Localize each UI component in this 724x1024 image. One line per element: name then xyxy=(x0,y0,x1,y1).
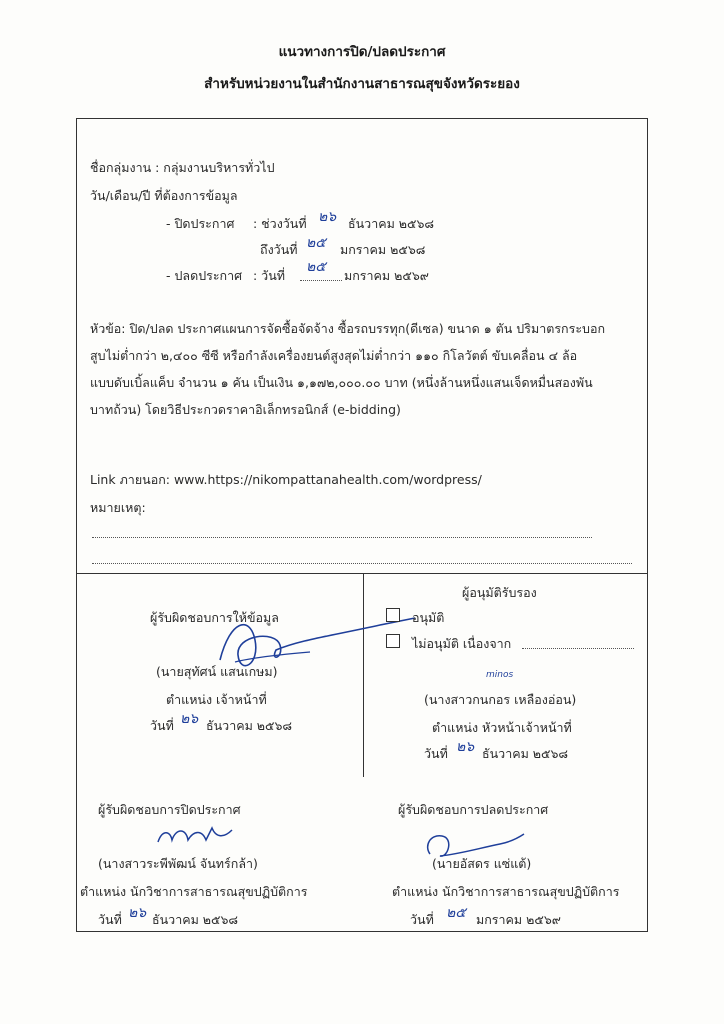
close-range-prefix: : ช่วงวันที่ xyxy=(253,216,307,231)
topic-line: บาทถ้วน) โดยวิธีประกวดราคาอิเล็กทรอนิกส์ (e-bidding) xyxy=(90,402,401,417)
approver-date-day: ๒๖ xyxy=(456,739,475,755)
approver-signature-note: minos xyxy=(486,670,514,680)
close-announcement-label: - ปิดประกาศ xyxy=(166,216,235,231)
topic-paragraph xyxy=(90,315,635,423)
close-end-day: ๒๕ xyxy=(306,235,326,251)
remover-date-day: ๒๕ xyxy=(446,905,466,921)
approver-date-prefix: วันที่ xyxy=(424,746,448,761)
external-link[interactable]: Link ภายนอก: www.https://nikompattanahealth.com/wordpress/ xyxy=(90,472,482,487)
reject-checkbox[interactable] xyxy=(386,634,400,648)
remove-prefix: : วันที่ xyxy=(253,268,285,283)
closer-date-day: ๒๖ xyxy=(128,905,147,921)
close-start-day: ๒๖ xyxy=(318,209,337,225)
close-end-month: มกราคม ๒๕๖๘ xyxy=(340,242,426,257)
closer-date-prefix: วันที่ xyxy=(98,912,122,927)
approver-date-month: ธันวาคม ๒๕๖๘ xyxy=(482,746,569,761)
approver-heading: ผู้อนุมัติรับรอง xyxy=(462,585,537,600)
responsible-date-day: ๒๖ xyxy=(180,711,199,727)
reject-reason-line xyxy=(522,648,634,649)
topic-line: หัวข้อ: ปิด/ปลด ประกาศแผนการจัดซื้อจัดจ้าง ซื้อรถบรรทุก(ดีเซล) ขนาด ๑ ตัน ปริมาตรกระบอก xyxy=(90,321,606,336)
close-end-prefix: ถึงวันที่ xyxy=(260,242,298,257)
remark-label: หมายเหตุ: xyxy=(90,500,146,515)
reject-label: ไม่อนุมัติ เนื่องจาก xyxy=(412,636,512,651)
responsible-position: ตำแหน่ง เจ้าหน้าที่ xyxy=(166,692,267,707)
section-divider xyxy=(76,573,648,574)
approver-name: (นางสาวกนกอร เหลืองอ่อน) xyxy=(424,692,577,707)
topic-line: สูบไม่ต่ำกว่า ๒,๔๐๐ ซีซี หรือกำลังเครื่องยนต์สูงสุดไม่ต่ำกว่า ๑๑๐ กิโลวัตต์ ขับเคลื่อน ๔ ล้อ xyxy=(90,348,578,363)
responsible-date-month: ธันวาคม ๒๕๖๘ xyxy=(206,718,293,733)
remover-position: ตำแหน่ง นักวิชาการสาธารณสุขปฏิบัติการ xyxy=(392,884,620,899)
approve-checkbox[interactable] xyxy=(386,608,400,622)
closer-position: ตำแหน่ง นักวิชาการสาธารณสุขปฏิบัติการ xyxy=(80,884,308,899)
group-label: ชื่อกลุ่มงาน : กลุ่มงานบริหารทั่วไป xyxy=(90,160,275,175)
remark-line-2 xyxy=(92,563,632,564)
closer-name: (นางสาวระพีพัฒน์ จันทร์กล้า) xyxy=(98,856,258,871)
remover-date-prefix: วันที่ xyxy=(410,912,434,927)
remove-announcement-label: - ปลดประกาศ xyxy=(166,268,243,283)
remover-name: (นายอัสดร แซ่แต้) xyxy=(432,856,532,871)
closer-signature xyxy=(150,822,240,852)
responsible-name: (นายสุทัศน์ แสนเกษม) xyxy=(156,664,278,679)
date-required-label: วัน/เดือน/ปี ที่ต้องการข้อมูล xyxy=(90,188,238,203)
remover-heading: ผู้รับผิดชอบการปลดประกาศ xyxy=(398,802,549,817)
document-title: แนวทางการปิด/ปลดประกาศ xyxy=(278,44,446,60)
responsible-date-prefix: วันที่ xyxy=(150,718,174,733)
remark-line-1 xyxy=(92,537,592,538)
document-subtitle: สำหรับหน่วยงานในสำนักงานสาธารณสุขจังหวัดระยอง xyxy=(204,76,520,92)
remove-month: มกราคม ๒๕๖๙ xyxy=(344,268,429,283)
closer-heading: ผู้รับผิดชอบการปิดประกาศ xyxy=(98,802,241,817)
approver-position: ตำแหน่ง หัวหน้าเจ้าหน้าที่ xyxy=(432,720,572,735)
approve-label: อนุมัติ xyxy=(412,610,445,625)
topic-line: แบบดับเบิ้ลแค็บ จำนวน ๑ คัน เป็นเงิน ๑,๑๗๒,๐๐๐.๐๐ บาท (หนึ่งล้านหนึ่งแสนเจ็ดหมื่นสองพัน xyxy=(90,375,593,390)
remover-date-month: มกราคม ๒๕๖๙ xyxy=(476,912,561,927)
close-start-month: ธันวาคม ๒๕๖๘ xyxy=(348,216,435,231)
closer-date-month: ธันวาคม ๒๕๖๘ xyxy=(152,912,239,927)
responsible-heading: ผู้รับผิดชอบการให้ข้อมูล xyxy=(150,610,279,625)
remove-day: ๒๕ xyxy=(306,259,326,275)
remove-day-dotline xyxy=(300,280,342,281)
